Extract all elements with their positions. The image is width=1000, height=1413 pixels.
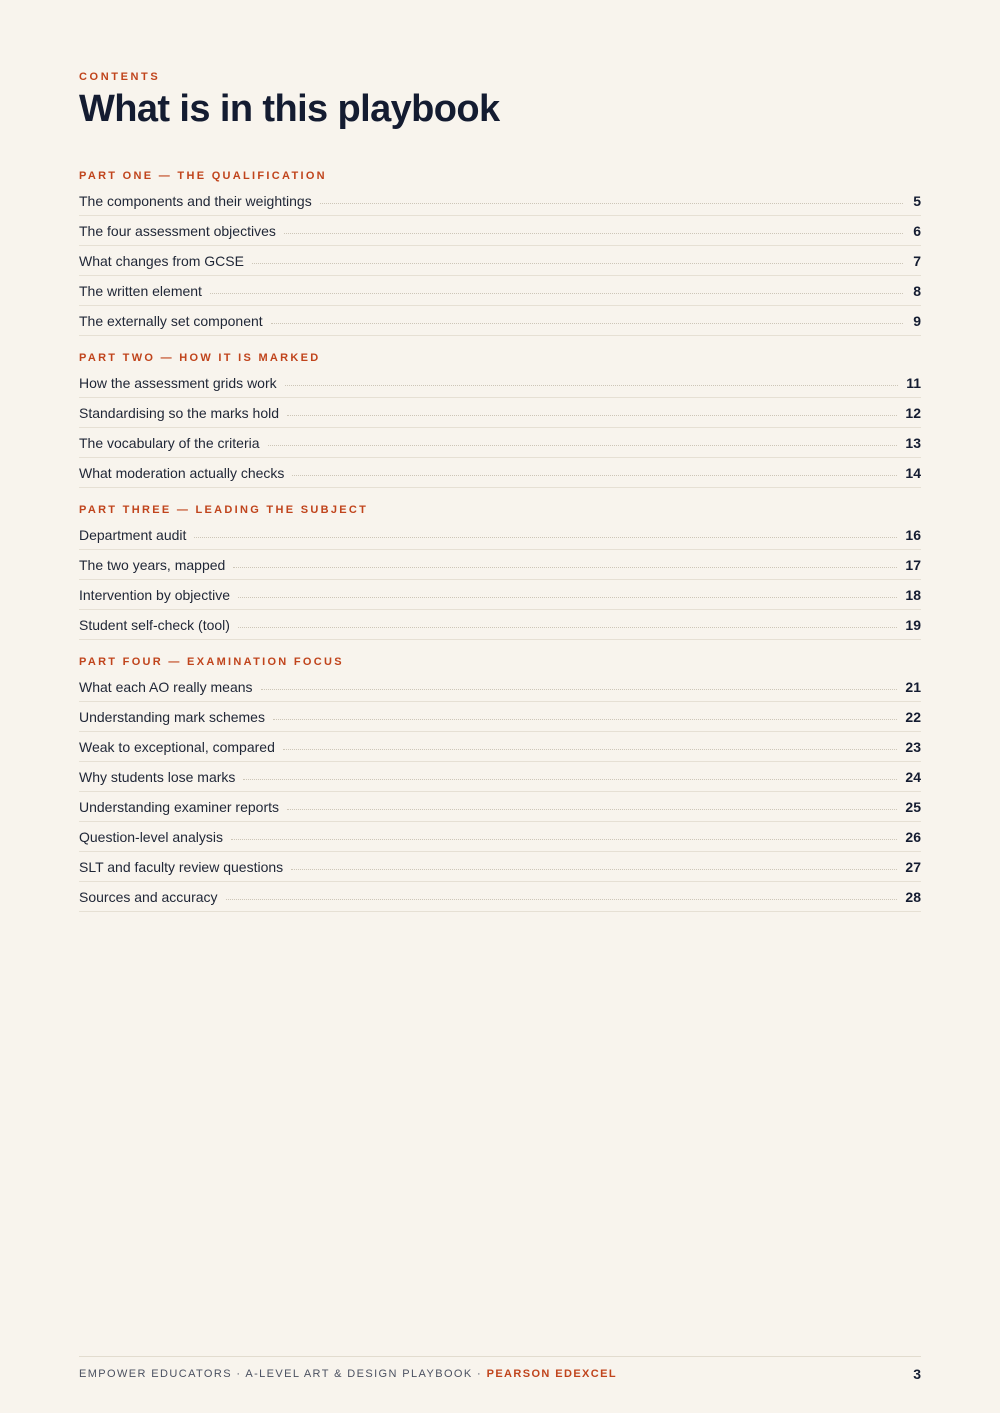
toc-entry[interactable]: [79, 822, 921, 852]
toc-section: [79, 655, 921, 912]
dot-leader: [231, 839, 897, 840]
toc-entry-page-number: 21: [905, 678, 921, 695]
dot-leader: [287, 809, 897, 810]
dot-leader: [283, 749, 898, 750]
toc-entry-page-number: 5: [913, 192, 921, 209]
dot-leader: [238, 627, 897, 628]
toc-entry-page-number: 13: [905, 434, 921, 451]
toc-entry-list: [79, 368, 921, 488]
footer-brand: PEARSON EDEXCEL: [486, 1368, 617, 1380]
toc-entry-label: Sources and accuracy: [79, 888, 218, 905]
toc-entry[interactable]: [79, 216, 921, 246]
dot-leader: [194, 537, 897, 538]
dot-leader: [261, 689, 898, 690]
toc-entry-label: The two years, mapped: [79, 556, 226, 573]
toc-entry-page-number: 27: [905, 858, 921, 875]
toc-entry[interactable]: [79, 276, 921, 306]
toc-section: [79, 503, 921, 640]
toc-entry-label: The components and their weightings: [79, 192, 312, 209]
toc-entry-page-number: 6: [913, 222, 921, 239]
dot-leader: [243, 779, 897, 780]
toc-entry-page-number: 8: [913, 282, 921, 299]
toc-entry-label: The externally set component: [79, 312, 263, 329]
table-of-contents: [79, 169, 921, 912]
toc-entry[interactable]: [79, 702, 921, 732]
toc-entry[interactable]: [79, 428, 921, 458]
toc-entry-label: Student self-check (tool): [79, 616, 230, 633]
toc-entry-page-number: 28: [905, 888, 921, 905]
toc-entry-label: How the assessment grids work: [79, 374, 277, 391]
toc-section-heading: PART THREE — LEADING THE SUBJECT: [79, 504, 369, 516]
toc-entry[interactable]: [79, 732, 921, 762]
toc-entry-label: The four assessment objectives: [79, 222, 276, 239]
dot-leader: [271, 323, 903, 324]
toc-entry[interactable]: [79, 398, 921, 428]
toc-entry-page-number: 25: [905, 798, 921, 815]
toc-entry-label: Understanding mark schemes: [79, 708, 265, 725]
toc-entry-label: Why students lose marks: [79, 768, 236, 785]
toc-entry-page-number: 18: [905, 586, 921, 603]
dot-leader: [226, 899, 898, 900]
dot-leader: [238, 597, 897, 598]
toc-entry[interactable]: [79, 550, 921, 580]
section-kicker: CONTENTS: [79, 71, 161, 83]
toc-entry[interactable]: [79, 458, 921, 488]
toc-entry-label: Department audit: [79, 526, 187, 543]
toc-entry[interactable]: [79, 610, 921, 640]
toc-entry-label: What changes from GCSE: [79, 252, 244, 269]
toc-entry-page-number: 14: [905, 464, 921, 481]
toc-section-heading: PART TWO — HOW IT IS MARKED: [79, 352, 321, 364]
toc-entry[interactable]: [79, 672, 921, 702]
toc-entry[interactable]: [79, 520, 921, 550]
toc-entry-page-number: 26: [905, 828, 921, 845]
dot-leader: [287, 415, 897, 416]
toc-entry[interactable]: [79, 852, 921, 882]
toc-entry-page-number: 9: [913, 312, 921, 329]
toc-entry-label: What each AO really means: [79, 678, 253, 695]
dot-leader: [291, 869, 897, 870]
toc-entry-page-number: 19: [905, 616, 921, 633]
dot-leader: [284, 233, 903, 234]
toc-entry[interactable]: [79, 792, 921, 822]
toc-entry-page-number: 7: [913, 252, 921, 269]
toc-entry[interactable]: [79, 580, 921, 610]
dot-leader: [320, 203, 903, 204]
toc-entry-label: Standardising so the marks hold: [79, 404, 279, 421]
toc-entry-list: [79, 520, 921, 640]
toc-entry-list: [79, 672, 921, 912]
toc-entry[interactable]: [79, 368, 921, 398]
dot-leader: [285, 385, 899, 386]
toc-entry-page-number: 22: [905, 708, 921, 725]
dot-leader: [210, 293, 903, 294]
footer-page-number: 3: [913, 1366, 921, 1382]
toc-section: [79, 169, 921, 336]
toc-entry[interactable]: [79, 186, 921, 216]
toc-entry-label: Understanding examiner reports: [79, 798, 279, 815]
page-footer: [79, 1356, 921, 1382]
toc-entry-label: The written element: [79, 282, 202, 299]
toc-section-heading: PART FOUR — EXAMINATION FOCUS: [79, 656, 344, 668]
toc-entry-page-number: 16: [905, 526, 921, 543]
toc-entry[interactable]: [79, 882, 921, 912]
footer-credit: [79, 1368, 617, 1380]
toc-entry[interactable]: [79, 246, 921, 276]
toc-entry-label: Question-level analysis: [79, 828, 223, 845]
toc-entry-page-number: 23: [905, 738, 921, 755]
toc-entry-label: SLT and faculty review questions: [79, 858, 284, 875]
toc-entry-label: Weak to exceptional, compared: [79, 738, 275, 755]
dot-leader: [233, 567, 897, 568]
toc-section: [79, 351, 921, 488]
toc-entry-list: [79, 186, 921, 336]
toc-entry-page-number: 11: [906, 374, 921, 391]
toc-entry-page-number: 24: [905, 768, 921, 785]
page-title: What is in this playbook: [79, 88, 500, 130]
toc-entry[interactable]: [79, 762, 921, 792]
toc-entry[interactable]: [79, 306, 921, 336]
toc-section-heading: PART ONE — THE QUALIFICATION: [79, 170, 327, 182]
dot-leader: [268, 445, 898, 446]
toc-entry-label: The vocabulary of the criteria: [79, 434, 260, 451]
dot-leader: [252, 263, 903, 264]
toc-entry-page-number: 12: [905, 404, 921, 421]
toc-entry-label: Intervention by objective: [79, 586, 230, 603]
toc-entry-label: What moderation actually checks: [79, 464, 285, 481]
dot-leader: [273, 719, 897, 720]
toc-entry-page-number: 17: [905, 556, 921, 573]
footer-series: EMPOWER EDUCATORS · A-LEVEL ART & DESIGN PLAYBOOK ·: [79, 1368, 487, 1380]
dot-leader: [292, 475, 897, 476]
